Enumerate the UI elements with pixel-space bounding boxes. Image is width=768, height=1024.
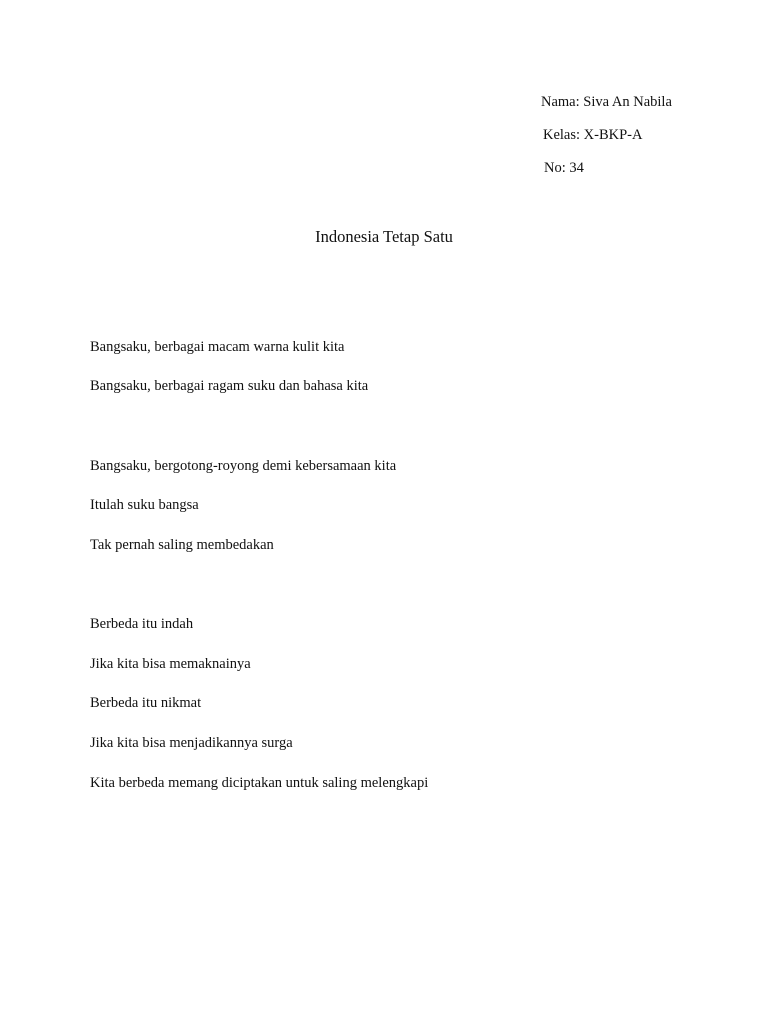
poem-line: Berbeda itu nikmat — [90, 695, 202, 711]
poem-line: Bangsaku, berbagai macam warna kulit kita — [90, 339, 345, 355]
poem-line: Bangsaku, bergotong-royong demi kebersamaan kita — [90, 458, 397, 474]
poem-line: Tak pernah saling membedakan — [90, 537, 274, 553]
poem-line: Jika kita bisa menjadikannya surga — [90, 735, 293, 751]
student-number: No: 34 — [544, 160, 584, 176]
poem-line: Berbeda itu indah — [90, 616, 194, 632]
poem-title: Indonesia Tetap Satu — [315, 227, 453, 246]
student-class: Kelas: X-BKP-A — [543, 127, 643, 143]
student-name: Nama: Siva An Nabila — [541, 94, 672, 110]
poem-line: Bangsaku, berbagai ragam suku dan bahasa kita — [90, 378, 369, 394]
poem-line: Kita berbeda memang diciptakan untuk saling melengkapi — [90, 775, 429, 791]
poem-line: Jika kita bisa memaknainya — [90, 656, 251, 672]
poem-line: Itulah suku bangsa — [90, 497, 199, 513]
